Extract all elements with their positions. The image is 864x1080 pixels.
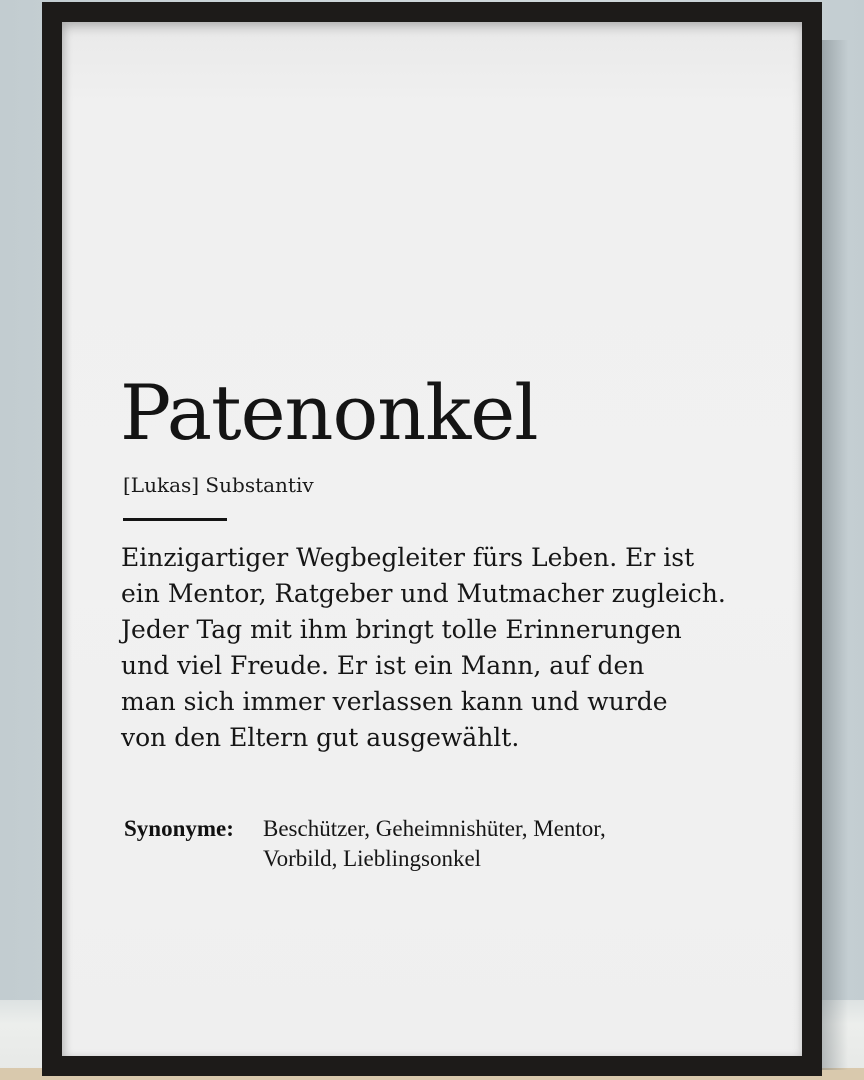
- definition-line: Einzigartiger Wegbegleiter fürs Leben. Er ist: [121, 543, 695, 572]
- synonyms-line: Vorbild, Lieblingsonkel: [263, 846, 482, 871]
- synonyms-line: Beschützer, Geheimnishüter, Mentor,: [263, 816, 606, 841]
- frame-shadow: [822, 40, 848, 1070]
- part-of-speech: [Lukas] Substantiv: [123, 473, 314, 497]
- divider-rule: [123, 518, 227, 521]
- definition-line: Jeder Tag mit ihm bringt tolle Erinnerungen: [121, 615, 682, 644]
- definition-line: von den Eltern gut ausgewählt.: [121, 723, 520, 752]
- definition-text: [121, 540, 781, 756]
- definition-line: und viel Freude. Er ist ein Mann, auf den: [121, 651, 645, 680]
- poster-headword: Patenonkel: [120, 368, 538, 457]
- synonyms-text: [263, 814, 606, 874]
- poster-paper: [62, 22, 802, 1056]
- definition-line: man sich immer verlassen kann und wurde: [121, 687, 668, 716]
- definition-line: ein Mentor, Ratgeber und Mutmacher zugleich.: [121, 579, 726, 608]
- synonyms-label: Synonyme:: [124, 816, 234, 841]
